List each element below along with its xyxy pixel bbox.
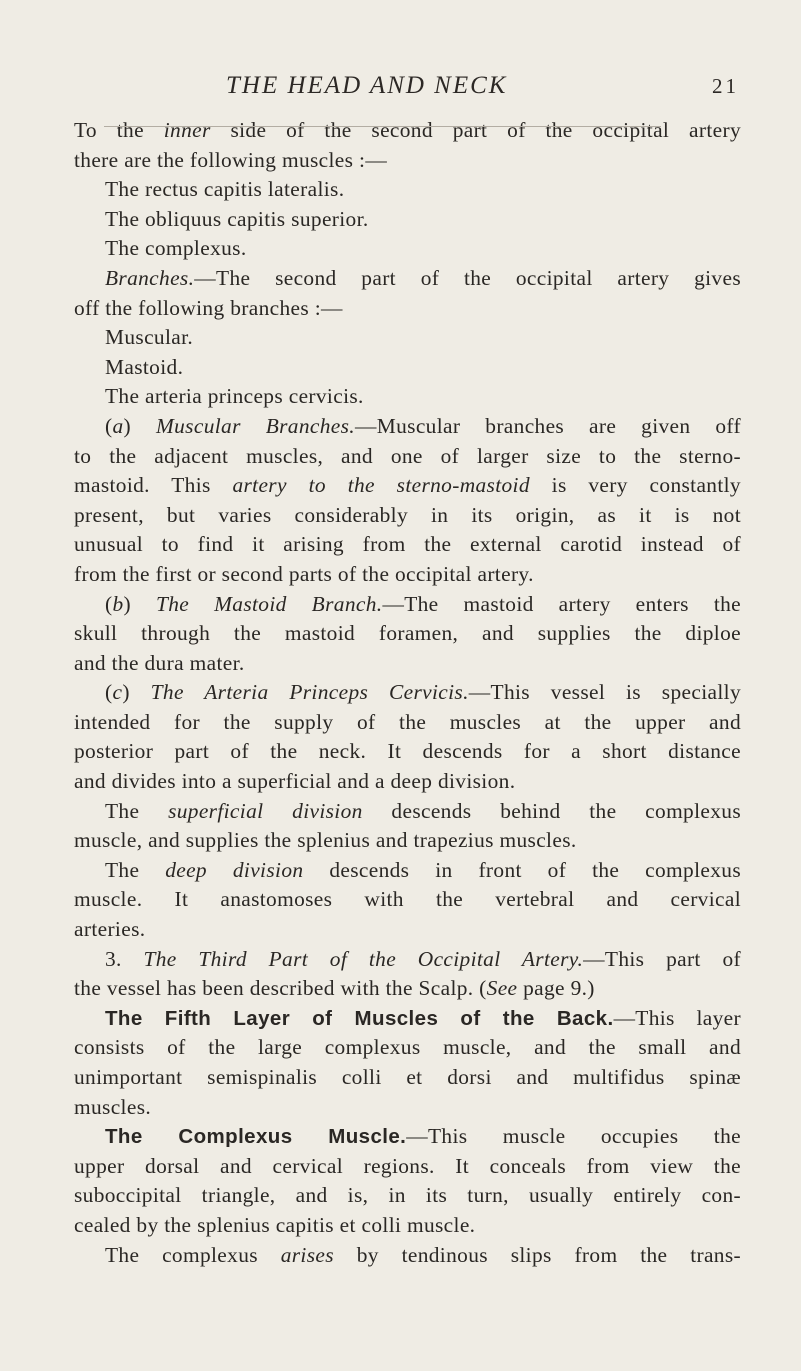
text-line: to the adjacent muscles, and one of larger size to the sterno- (74, 443, 741, 468)
text-line: posterior part of the neck. It descends for a short distance (74, 739, 741, 764)
list-item: The complexus. (105, 236, 247, 261)
section-heading-line: The Fifth Layer of Muscles of the Back.—This layer (105, 1005, 741, 1030)
text-line: 3. The Third Part of the Occipital Artery.—This part of (105, 946, 741, 971)
list-item: The rectus capitis lateralis. (105, 177, 345, 202)
section-heading: The Complexus Muscle. (105, 1125, 407, 1149)
list-item: The arteria princeps cervicis. (105, 384, 364, 409)
page-number: 21 (712, 74, 739, 98)
text-line: muscle, and supplies the splenius and trapezius muscles. (74, 828, 577, 853)
text-line: unimportant semispinalis colli et dorsi and multifidus spinæ (74, 1065, 741, 1089)
text-line: and the dura mater. (74, 650, 245, 675)
list-item: The obliquus capitis superior. (105, 206, 369, 231)
text-line: cealed by the splenius capitis et colli muscle. (74, 1212, 476, 1237)
text-line: there are the following muscles :— (74, 147, 388, 172)
text-line: (a) Muscular Branches.—Muscular branches are given off (105, 413, 741, 438)
text-line: To the inner side of the second part of the occipital artery (74, 118, 741, 142)
text-line: (c) The Arteria Princeps Cervicis.—This vessel is specially (105, 680, 741, 705)
text-line: skull through the mastoid foramen, and supplies the diploe (74, 621, 741, 646)
text-line: from the first or second parts of the occipital artery. (74, 561, 534, 586)
text-line: the vessel has been described with the Scalp. (See page 9.) (74, 976, 595, 1001)
text-line: The superficial division descends behind the complexus (105, 798, 741, 823)
text-line: mastoid. This artery to the sterno-mastoid is very constantly (74, 473, 741, 498)
text-line: off the following branches :— (74, 295, 343, 320)
body-text (74, 116, 741, 1270)
running-head (74, 72, 741, 116)
header-rule (104, 126, 661, 127)
section-heading: The Fifth Layer of Muscles of the Back. (105, 1006, 614, 1030)
text-line: The complexus arises by tendinous slips from the trans- (105, 1242, 741, 1267)
text-line: and divides into a superficial and a deep division. (74, 769, 516, 794)
list-item: Muscular. (105, 325, 194, 350)
text-line: present, but varies considerably in its origin, as it is not (74, 502, 741, 527)
running-title: THE HEAD AND NECK (226, 72, 508, 99)
text-line: The deep division descends in front of the complexus (105, 857, 741, 882)
text-line: (b) The Mastoid Branch.—The mastoid artery enters the (105, 591, 741, 616)
section-heading-line: The Complexus Muscle.—This muscle occupies the (105, 1124, 741, 1149)
text-line: intended for the supply of the muscles at the upper and (74, 709, 741, 734)
text-line: suboccipital triangle, and is, in its turn, usually entirely con- (74, 1183, 741, 1208)
text-line: Branches.—The second part of the occipital artery gives (105, 265, 741, 290)
text-line: consists of the large complexus muscle, and the small and (74, 1035, 741, 1060)
text-line: muscles. (74, 1094, 152, 1119)
text-line: arteries. (74, 917, 146, 942)
list-item: Mastoid. (105, 354, 184, 379)
text-line: unusual to find it arising from the external carotid instead of (74, 532, 741, 557)
text-line: muscle. It anastomoses with the vertebral and cervical (74, 887, 741, 912)
text-line: upper dorsal and cervical regions. It conceals from view the (74, 1153, 741, 1178)
